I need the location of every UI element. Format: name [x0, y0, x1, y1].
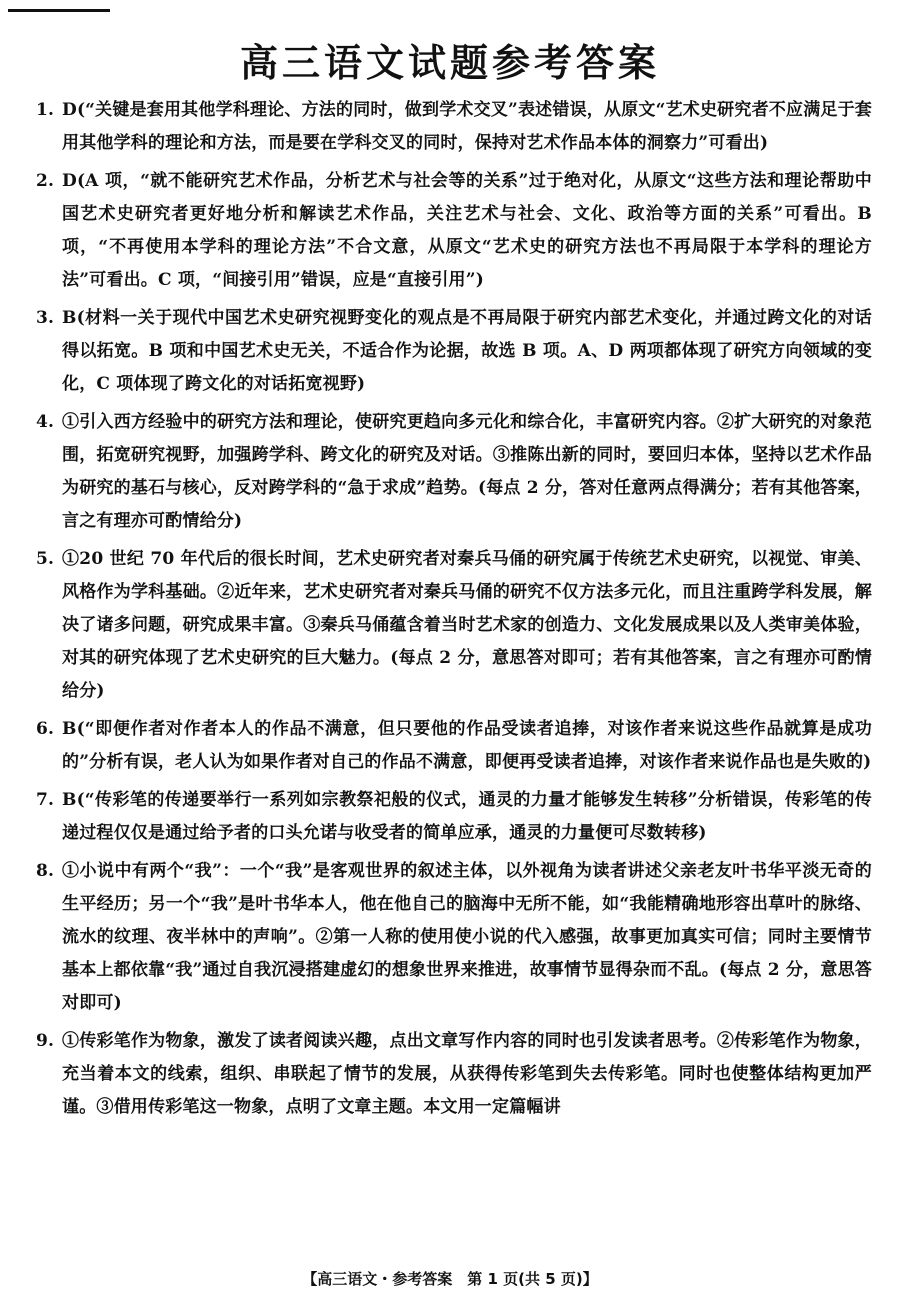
answer-text: D(“关键是套用其他学科理论、方法的同时，做到学术交叉”表述错误，从原文“艺术史研究者不应满足于套用其他学科的理论和方法，而是要在学科交叉的同时，保持对艺术作品本体的洞察力”可看出) — [62, 100, 872, 153]
answer-text: ①传彩笔作为物象，激发了读者阅读兴趣，点出文章写作内容的同时也引发读者思考。②传彩笔作为物象，充当着本文的线索，组织、串联起了情节的发展，从获得传彩笔到失去传彩笔。同时也使整体结构更加严谨。③借用传彩笔这一物象，点明了文章主题。本文用一定篇幅讲 — [62, 1031, 872, 1117]
answer-text: B(“传彩笔的传递要举行一系列如宗教祭祀般的仪式，通灵的力量才能够发生转移”分析错误，传彩笔的传递过程仅仅是通过给予者的口头允诺与收受者的简单应承，通灵的力量便可尽数转移) — [62, 790, 872, 843]
answer-number: 7. — [36, 790, 55, 810]
answer-text: ①20 世纪 70 年代后的很长时间，艺术史研究者对秦兵马俑的研究属于传统艺术史研究，以视觉、审美、风格作为学科基础。②近年来，艺术史研究者对秦兵马俑的研究不仅方法多元化，而且注重跨学科发展，解决了诸多问题，研究成果丰富。③秦兵马俑蕴含着当时艺术家的创造力、文化发展成果以及人类审美体验，对其的研究体现了艺术史研究的巨大魅力。(每点 2 分，意思答对即可；若有其他答案，言之有理亦可酌情给分) — [62, 549, 872, 701]
page-footer: 【高三语文・参考答案 第 1 页(共 5 页)】 — [302, 1270, 598, 1288]
answer-item-5 — [36, 543, 872, 708]
top-rule — [8, 9, 110, 12]
answer-number: 6. — [36, 719, 55, 739]
answer-text: B(“即便作者对作者本人的作品不满意，但只要他的作品受读者追捧，对该作者来说这些作品就算是成功的”分析有误，老人认为如果作者对自己的作品不满意，即便再受读者追捧，对该作者来说作品也是失败的) — [62, 719, 872, 772]
answer-number: 2. — [36, 171, 55, 191]
answer-item-9 — [36, 1025, 872, 1124]
answer-item-4 — [36, 406, 872, 538]
answer-number: 1. — [36, 100, 55, 120]
answer-item-6 — [36, 713, 872, 779]
answer-number: 9. — [36, 1031, 55, 1051]
answer-item-7 — [36, 784, 872, 850]
answer-text: ①引入西方经验中的研究方法和理论，使研究更趋向多元化和综合化，丰富研究内容。②扩大研究的对象范围，拓宽研究视野，加强跨学科、跨文化的研究及对话。③推陈出新的同时，要回归本体，坚持以艺术作品为研究的基石与核心，反对跨学科的“急于求成”趋势。(每点 2 分，答对任意两点得满分；若有其他答案，言之有理亦可酌情给分) — [62, 412, 872, 531]
answer-number: 8. — [36, 861, 55, 881]
answer-text: ①小说中有两个“我”：一个“我”是客观世界的叙述主体，以外视角为读者讲述父亲老友叶书华平淡无奇的生平经历；另一个“我”是叶书华本人，他在他自己的脑海中无所不能，如“我能精确地形容出草叶的脉络、流水的纹理、夜半林中的声响”。②第一人称的使用使小说的代入感强，故事更加真实可信；同时主要情节基本上都依靠“我”通过自我沉浸搭建虚幻的想象世界来推进，故事情节显得杂而不乱。(每点 2 分，意思答对即可) — [62, 861, 872, 1013]
answer-number: 3. — [36, 308, 55, 328]
answer-number: 5. — [36, 549, 55, 569]
page-title: 高三语文试题参考答案 — [239, 41, 660, 86]
answer-item-8 — [36, 855, 872, 1020]
answer-list — [36, 94, 872, 1129]
answer-number: 4. — [36, 412, 55, 432]
answer-text: D(A 项，“就不能研究艺术作品，分析艺术与社会等的关系”过于绝对化，从原文“这些方法和理论帮助中国艺术史研究者更好地分析和解读艺术作品，关注艺术与社会、文化、政治等方面的关系”可看出。B 项，“不再使用本学科的理论方法”不合文意，从原文“艺术史的研究方法也不再局限于本学科的理论方法”可看出。C 项，“间接引用”错误，应是“直接引用”) — [62, 171, 872, 290]
answer-item-2 — [36, 165, 872, 297]
answer-text: B(材料一关于现代中国艺术史研究视野变化的观点是不再局限于研究内部艺术变化，并通过跨文化的对话得以拓宽。B 项和中国艺术史无关，不适合作为论据，故选 B 项。A、D 两项都体现了研究方向领域的变化，C 项体现了跨文化的对话拓宽视野) — [62, 308, 872, 394]
answer-item-3 — [36, 302, 872, 401]
answer-item-1 — [36, 94, 872, 160]
